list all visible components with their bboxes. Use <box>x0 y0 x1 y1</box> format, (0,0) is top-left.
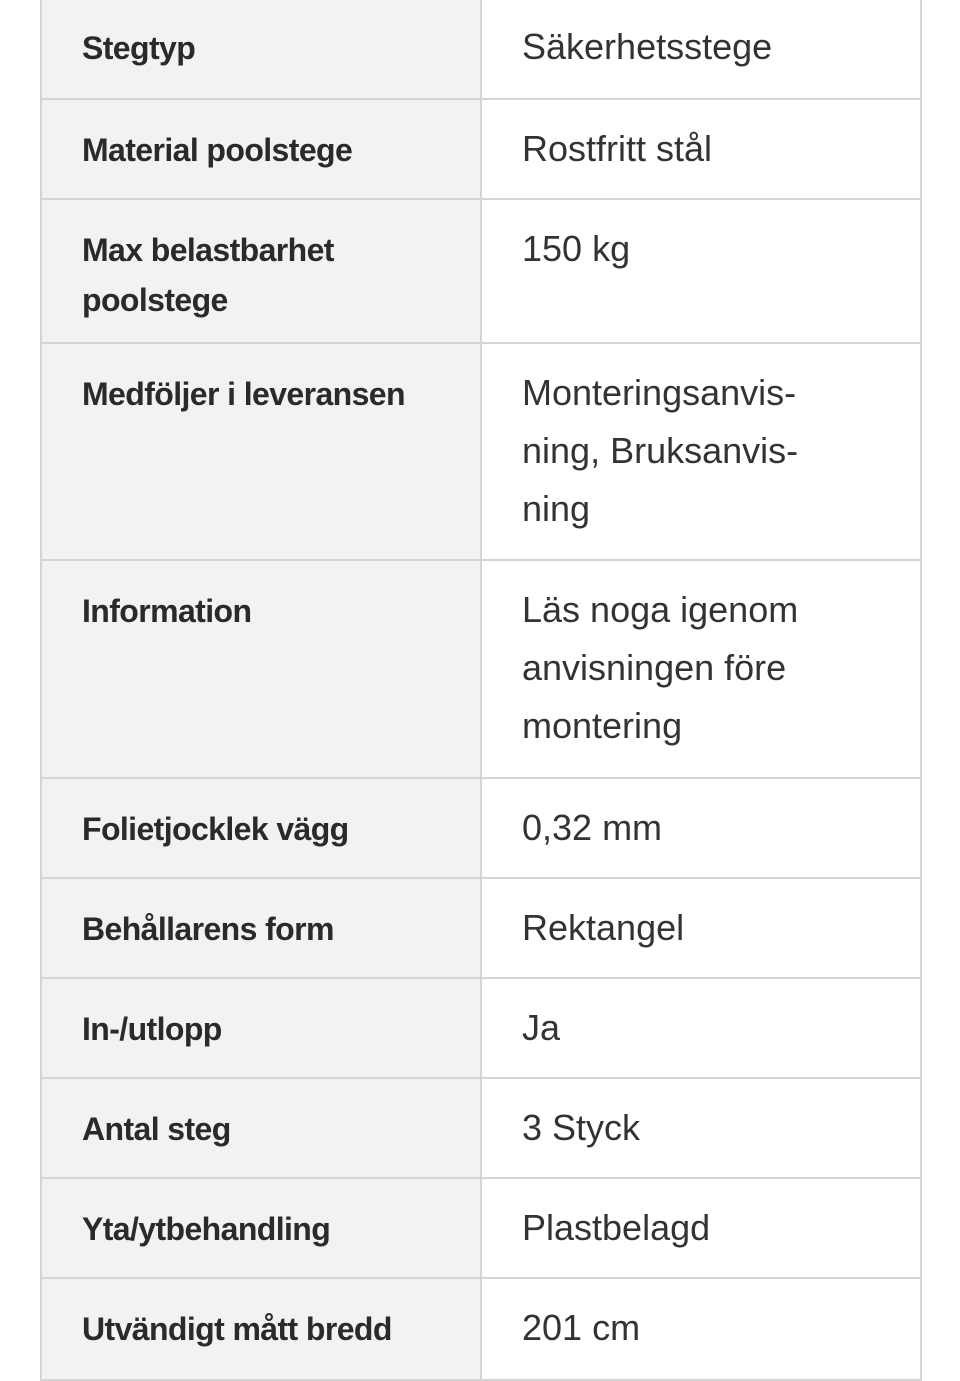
spec-row-stegtyp <box>41 0 921 99</box>
spec-value: Ja <box>481 978 921 1078</box>
spec-label: Folietjocklek vägg <box>41 778 481 878</box>
spec-value: Plastbelagd <box>481 1178 921 1278</box>
spec-label: Information <box>41 560 481 778</box>
spec-value: Säkerhetsstege <box>481 0 921 99</box>
spec-row-form <box>41 878 921 978</box>
spec-row-bredd <box>41 1278 921 1380</box>
spec-row-max-belastbarhet <box>41 199 921 343</box>
spec-label: Material poolstege <box>41 99 481 199</box>
spec-row-antal-steg <box>41 1078 921 1178</box>
spec-label: Max belastbarhet poolstege <box>41 199 481 343</box>
spec-value: 150 kg <box>481 199 921 343</box>
product-spec-table <box>40 0 922 1381</box>
spec-value <box>481 343 921 560</box>
spec-label: Behållarens form <box>41 878 481 978</box>
spec-value: 0,32 mm <box>481 778 921 878</box>
spec-value: Rostfritt stål <box>481 99 921 199</box>
spec-value: Läs noga igenom anvisningen före montering <box>481 560 921 778</box>
spec-label: In-/utlopp <box>41 978 481 1078</box>
spec-value: 3 Styck <box>481 1078 921 1178</box>
spec-value-line: Monteringsanvis- <box>522 372 797 413</box>
spec-label: Antal steg <box>41 1078 481 1178</box>
spec-label: Utvändigt mått bredd <box>41 1278 481 1380</box>
spec-label: Stegtyp <box>41 0 481 99</box>
spec-value: 201 cm <box>481 1278 921 1380</box>
spec-row-yta <box>41 1178 921 1278</box>
spec-row-information <box>41 560 921 778</box>
spec-label: Yta/ytbehandling <box>41 1178 481 1278</box>
spec-value-line: ning, Bruksanvis- <box>522 430 799 471</box>
spec-value-line: ning <box>522 488 591 529</box>
spec-row-medfoljer <box>41 343 921 560</box>
spec-row-folietjocklek <box>41 778 921 878</box>
spec-label: Medföljer i leveransen <box>41 343 481 560</box>
spec-row-in-utlopp <box>41 978 921 1078</box>
spec-value: Rektangel <box>481 878 921 978</box>
spec-row-material <box>41 99 921 199</box>
